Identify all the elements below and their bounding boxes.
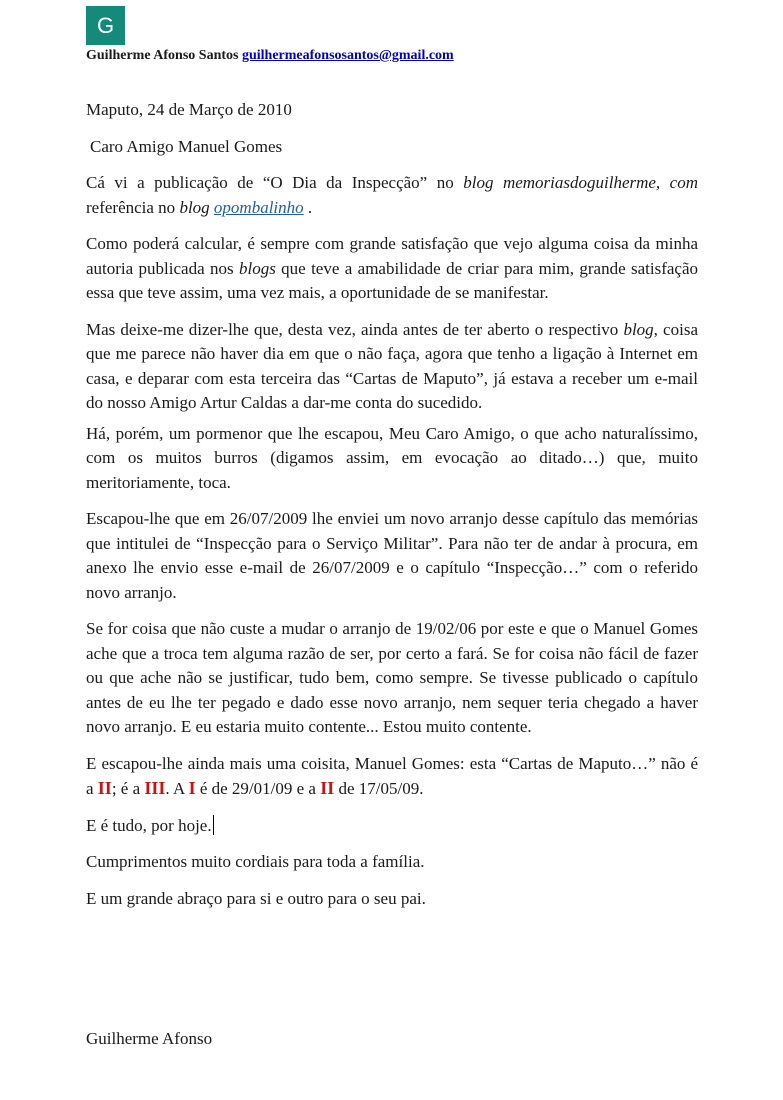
p8-text: E é tudo, por hoje. [86, 815, 212, 835]
signature: Guilherme Afonso [86, 1029, 213, 1048]
sender-email-link[interactable]: guilhermeafonsosantos@gmail.com [241, 48, 454, 63]
p2-blogs: blogs [238, 258, 276, 278]
p2-text-b: que teve a amabilidade de criar para mim, grande satisfação essa que teve assim, uma vez mais, a oportunidade de se manifestar. [86, 258, 698, 302]
text-cursor [213, 815, 214, 835]
paragraph-1 [86, 171, 698, 220]
sender-name: Guilherme Afonso Santos [86, 48, 239, 63]
p3-text-a: Mas deixe-me dizer-lhe que, desta vez, ainda antes de ter aberto o respectivo [86, 319, 624, 339]
paragraph-2 [86, 232, 698, 306]
roman-ii-red: II [97, 778, 112, 798]
p3-text-b: , coisa que me parece não haver dia em que o não faça, agora que tenho a ligação à Internet em casa, e deparar com esta terceira das “Cartas de Maputo”, já estava a receber um e-mail do nosso Amigo Artur Caldas a dar-me conta do sucedido. [86, 319, 698, 412]
p7-text-e: de 17/05/09. [334, 779, 424, 798]
paragraph-3 [86, 318, 698, 416]
p1-blog-word: blog [179, 197, 210, 217]
p7-text-b: ; é a [111, 779, 145, 798]
paragraph-10: E um grande abraço para si e outro para o seu pai. [86, 888, 426, 908]
paragraph-6: Se for coisa que não custe a mudar o arranjo de 19/02/06 por este e que o Manuel Gomes ache que a troca tem alguma razão de ser, por certo a fará. Se for coisa não fácil de fazer ou que ache não se justificar, tudo bem, como sempre. Se tivesse publicado o capítulo antes de eu lhe ter pegado e dado esse novo arranjo, nem sequer teria chegado a haver novo arranjo. E eu estaria muito contente... Estou muito contente. [86, 619, 698, 736]
roman-ii-red-2: II [320, 778, 335, 798]
p3-blog: blog [623, 319, 654, 339]
paragraph-4: Há, porém, um pormenor que lhe escapou, Meu Caro Amigo, o que acho naturalíssimo, com os muitos burros (digamos assim, em evocação ao ditado…) que, muito meritoriamente, toca. [86, 423, 698, 492]
roman-i-red: I [188, 778, 196, 798]
p1-text-c: . [303, 197, 313, 217]
p7-text-c: . A [165, 779, 189, 798]
p1-blog-name: blog memoriasdoguilherme, com [463, 173, 698, 192]
place-date: Maputo, 24 de Março de 2010 [86, 100, 292, 119]
letter-body [86, 98, 698, 923]
p1-text-a: Cá vi a publicação de “O Dia da Inspecção” no [86, 173, 464, 192]
p2-text-a: Como poderá calcular, é sempre com grande satisfação que vejo alguma coisa da minha autoria publicada nos [86, 234, 698, 278]
paragraph-7 [86, 752, 698, 802]
sender-line [86, 48, 454, 64]
p7-text-a: E escapou-lhe ainda mais uma coisita, Manuel Gomes: esta “Cartas de Maputo…” não é a [86, 753, 698, 798]
salutation: Caro Amigo Manuel Gomes [90, 136, 283, 156]
p1-text-b: referência no [86, 197, 180, 217]
paragraph-9: Cumprimentos muito cordiais para toda a família. [86, 852, 425, 871]
roman-iii-red: III [144, 778, 166, 798]
p7-text-d: é de 29/01/09 e a [195, 779, 321, 798]
paragraph-8 [86, 814, 698, 839]
paragraph-5: Escapou-lhe que em 26/07/2009 lhe enviei um novo arranjo desse capítulo das memórias que intitulei de “Inspecção para o Serviço Militar”. Para não ter de andar à procura, em anexo lhe envio esse e-mail de 26/07/2009 e o capítulo “Inspecção…” com o referido novo arranjo. [86, 509, 698, 602]
opombalinho-link[interactable]: opombalinho [213, 197, 304, 217]
avatar: G [86, 6, 125, 45]
